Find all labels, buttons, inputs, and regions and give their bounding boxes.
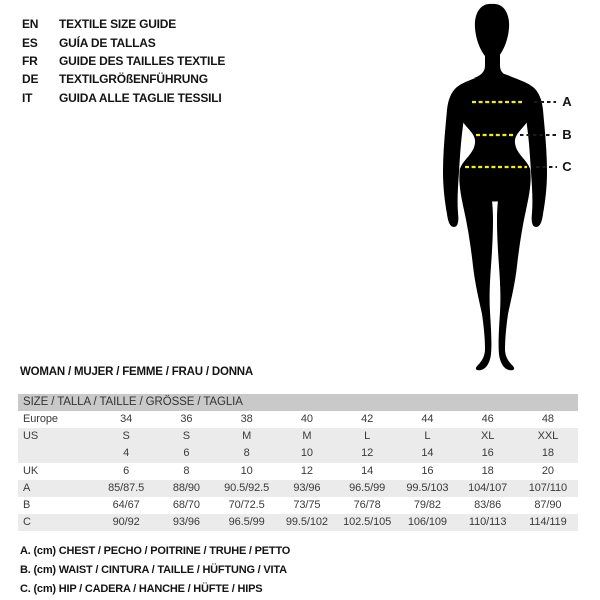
table-cell: 114/119 [529,516,567,529]
language-row-fr [22,52,225,70]
language-list [22,15,225,107]
legend-chest: A. (cm) CHEST / PECHO / POITRINE / TRUHE / PETTO [20,545,291,558]
table-cell: 99.5/102 [285,516,328,529]
table-cell: 79/82 [413,498,441,511]
table-row-uk [18,463,578,480]
table-cell: 4 [123,447,130,460]
table-cell: M [302,430,312,443]
table-cell: 88/90 [172,481,200,494]
language-title: GUÍA DE TALLAS [59,35,156,50]
table-cell: 87/90 [534,498,562,511]
table-cell: 85/87.5 [108,481,145,494]
table-row-chest [18,480,578,497]
row-label [18,445,96,462]
row-label: US [23,430,39,443]
table-cell: 10 [240,464,253,477]
table-cell: 110/113 [468,516,507,529]
table-cell: 73/75 [293,498,321,511]
table-cell: 12 [361,447,374,460]
row-label: B [23,498,31,511]
table-cell: 42 [361,413,374,425]
language-code: FR [22,53,38,68]
table-cell: 99.5/103 [406,481,449,494]
table-cell: 12 [300,464,313,477]
measurement-legend [20,542,290,598]
table-row-us-letters [18,428,578,445]
table-cell: 107/110 [528,481,567,494]
woman-silhouette-diagram [430,0,570,380]
table-cell: 8 [243,447,250,460]
table-cell: L [424,430,431,443]
table-cell: 96.5/99 [349,481,386,494]
table-cell: S [182,430,190,443]
language-row-en [22,15,225,33]
legend-hip: C. (cm) HIP / CADERA / HANCHE / HÜFTE / HIPS [20,582,263,595]
silhouette-left-arm [443,86,464,227]
table-cell: XXL [537,430,559,443]
silhouette-left-leg [459,168,493,370]
table-cell: XL [480,430,495,443]
language-title: TEXTILGRÖßENFÜHRUNG [59,72,208,87]
language-code: IT [22,90,33,105]
marker-label-a: A [562,94,572,109]
silhouette-right-arm [526,86,547,227]
table-cell: 16 [481,447,494,460]
language-title: GUIDA ALLE TAGLIE TESSILI [59,90,222,105]
gender-heading: WOMAN / MUJER / FEMME / FRAU / DONNA [20,366,254,378]
table-cell: 90.5/92.5 [224,481,270,494]
table-cell: 6 [123,464,130,477]
language-row-it [22,89,225,107]
table-cell: 18 [541,447,554,460]
legend-waist: B. (cm) WAIST / CINTURA / TAILLE / HÜFTUNG / VITA [20,564,287,577]
table-cell: 83/86 [474,498,502,511]
table-cell: 6 [183,447,190,460]
table-cell: L [364,430,371,443]
table-cell: 10 [300,447,313,460]
language-row-es [22,33,225,51]
table-cell: 14 [361,464,374,477]
table-row-waist [18,497,578,514]
table-cell: 46 [481,413,494,425]
table-cell: 38 [240,413,253,425]
language-code: ES [22,35,38,50]
table-cell: 8 [183,464,190,477]
row-label: C [23,516,31,529]
marker-label-b: B [562,127,572,142]
table-cell: 64/67 [112,498,140,511]
table-cell: 106/109 [407,516,447,529]
table-cell: 48 [541,413,554,425]
table-cell: 93/96 [172,516,200,529]
table-cell: 16 [421,464,434,477]
marker-label-c: C [562,159,572,174]
table-cell: 96.5/99 [228,516,265,529]
table-row-hip [18,514,578,531]
table-cell: 34 [120,413,133,425]
language-code: EN [22,17,39,32]
language-title: TEXTILE SIZE GUIDE [59,17,177,32]
table-cell: 90/92 [112,516,140,529]
size-table-header: SIZE / TALLA / TAILLE / GRÖSSE / TAGLIA [18,394,578,411]
table-cell: S [122,430,130,443]
table-cell: 14 [421,447,434,460]
table-cell: 68/70 [172,498,200,511]
row-label: A [23,481,31,494]
table-cell: 70/72.5 [228,498,265,511]
size-table [18,394,578,531]
language-title: GUIDE DES TAILLES TEXTILE [59,53,226,68]
table-cell: M [242,430,252,443]
language-row-de [22,70,225,88]
silhouette-right-leg [497,168,531,370]
table-cell: 102.5/105 [343,516,392,529]
table-row-europe [18,411,578,428]
table-cell: 18 [481,464,494,477]
row-label: UK [23,464,39,477]
table-cell: 20 [541,464,554,477]
language-code: DE [22,72,39,87]
table-cell: 93/96 [293,481,321,494]
woman-silhouette-icon [430,0,570,380]
table-cell: 36 [180,413,193,425]
row-label: Europe [23,413,58,425]
table-cell: 76/78 [353,498,381,511]
table-row-us-numbers [18,445,578,462]
table-cell: 104/107 [468,481,508,494]
table-cell: 40 [300,413,313,425]
table-cell: 44 [421,413,434,425]
